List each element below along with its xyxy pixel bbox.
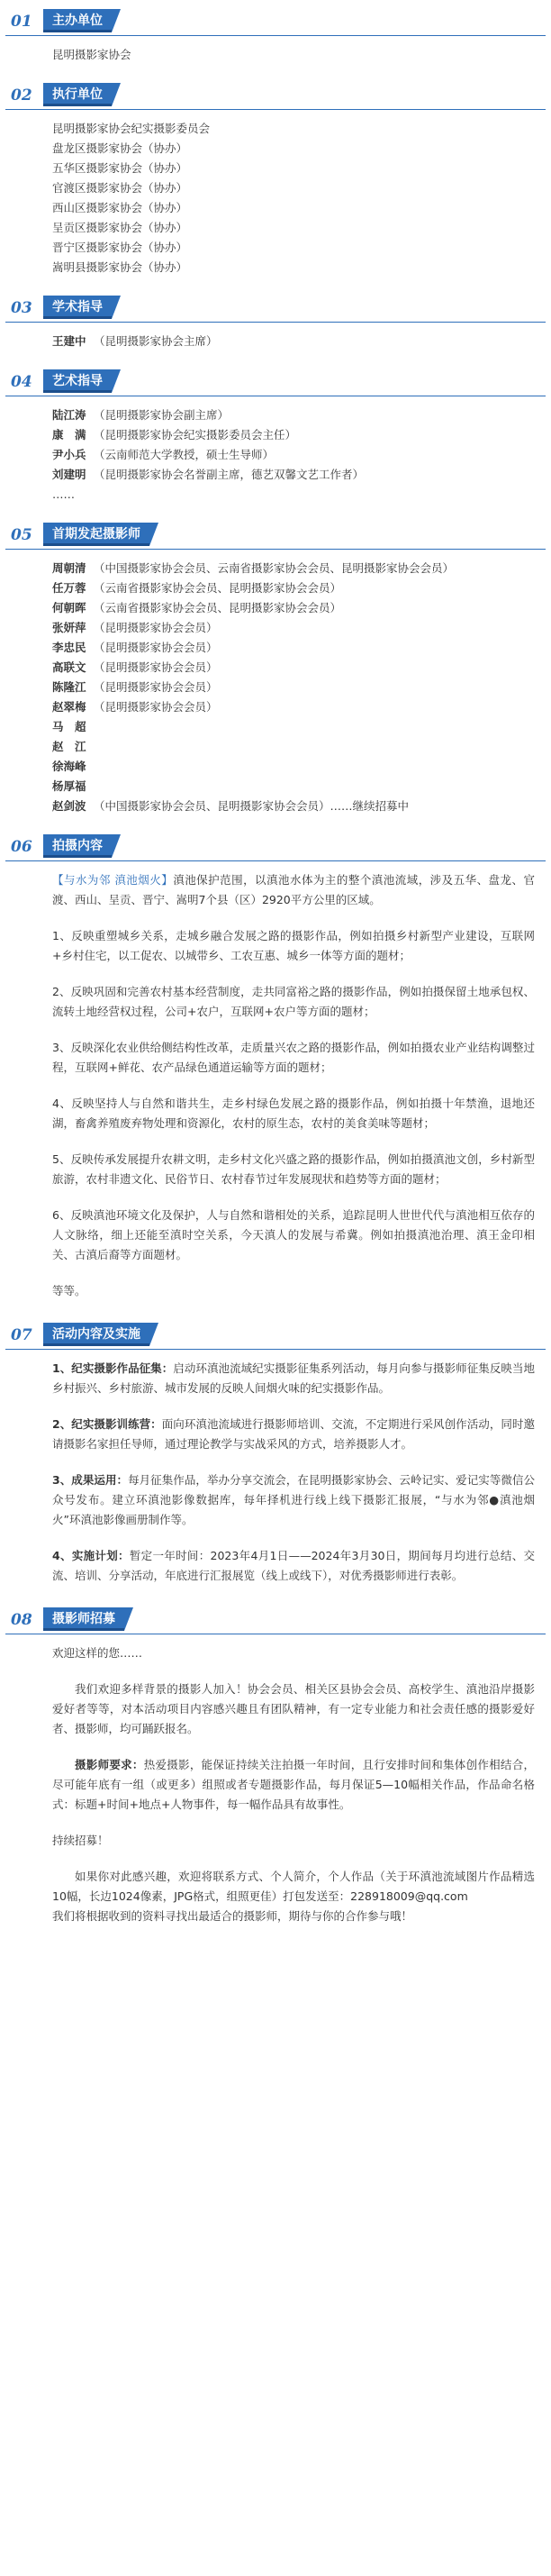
executor-item: 盘龙区摄影家协会（协办） xyxy=(52,141,188,155)
requirements-label: 摄影师要求： xyxy=(75,1758,144,1771)
shoot-paragraph: 等等。 xyxy=(52,1284,86,1297)
section-title: 学术指导 xyxy=(43,296,112,319)
executor-item: 昆明摄影家协会纪实摄影委员会 xyxy=(52,122,211,135)
activity-text: 面向环滇池流域进行摄影师培训、交流，不定期进行采风创作活动，同时邀请摄影名家担任导师，通过理论教学与实战采风的方式，培养摄影人才。 xyxy=(52,1417,535,1451)
section-number: 01 xyxy=(11,13,32,31)
section-number: 06 xyxy=(11,838,32,856)
person-entry xyxy=(52,485,535,505)
activity-label: 4、实施计划： xyxy=(52,1549,130,1562)
section-body xyxy=(5,323,546,357)
person-entry xyxy=(52,465,535,485)
section-header xyxy=(5,831,546,861)
section-number: 07 xyxy=(11,1326,32,1344)
section-divider xyxy=(5,109,546,110)
person-entry xyxy=(52,638,535,658)
section-header xyxy=(5,292,546,323)
shoot-paragraph: 1、反映重塑城乡关系，走城乡融合发展之路的摄影作品，例如拍摄乡村新型产业建设，互联网+乡村住宅，以工促农、以城带乡、工农互惠、城乡一体等方面的题材； xyxy=(52,929,535,962)
person-name: 王建中 xyxy=(52,334,86,348)
person-desc: （云南师范大学教授，硕士生导师） xyxy=(94,448,275,461)
person-desc: （中国摄影家协会会员、昆明摄影家协会会员）……继续招募中 xyxy=(94,799,410,813)
activity-text: 启动环滇池流域纪实摄影征集系列活动，每月向参与摄影师征集反映当地乡村振兴、乡村旅游、城市发展的反映人间烟火味的纪实摄影作品。 xyxy=(52,1361,535,1395)
person-name: 何朝晖 xyxy=(52,601,86,614)
person-desc: （昆明摄影家协会会员） xyxy=(94,700,218,714)
section-number: 03 xyxy=(11,299,32,317)
person-entry xyxy=(52,405,535,425)
person-entry xyxy=(52,578,535,598)
activity-label: 1、纪实摄影作品征集： xyxy=(52,1361,174,1375)
person-name: 高联文 xyxy=(52,660,86,674)
person-entry xyxy=(52,777,535,796)
section-header xyxy=(5,79,546,110)
section-body xyxy=(5,1350,546,1595)
person-name: 李忠民 xyxy=(52,641,86,654)
section-body xyxy=(5,1634,546,1935)
section-number: 02 xyxy=(11,86,32,105)
person-desc: （昆明摄影家协会会员） xyxy=(94,680,218,694)
person-entry xyxy=(52,445,535,465)
shoot-paragraph: 4、反映坚持人与自然和谐共生，走乡村绿色发展之路的摄影作品，例如拍摄十年禁渔，退地还湖，畜禽养殖废弃物处理和资源化，农村的原生态，农村的美食美味等题材； xyxy=(52,1097,535,1130)
section-number: 08 xyxy=(11,1611,32,1629)
section-body xyxy=(5,396,546,510)
activity-item xyxy=(52,1546,535,1586)
person-desc: （昆明摄影家协会会员） xyxy=(94,621,218,634)
section-host xyxy=(5,5,546,70)
person-name: 尹小兵 xyxy=(52,448,86,461)
section-number: 05 xyxy=(11,526,32,544)
person-entry xyxy=(52,332,535,351)
recruit-greeting: 欢迎这样的您…… xyxy=(52,1646,143,1660)
person-name: 赵翠梅 xyxy=(52,700,86,714)
person-name: 康 满 xyxy=(52,428,86,441)
person-entry xyxy=(52,737,535,757)
person-desc: （昆明摄影家协会纪实摄影委员会主任） xyxy=(94,428,297,441)
executor-item: 晋宁区摄影家协会（协办） xyxy=(52,241,188,254)
section-title: 艺术指导 xyxy=(43,369,112,393)
section-header xyxy=(5,5,546,36)
shoot-intro xyxy=(52,870,535,910)
shoot-intro-text: 滇池保护范围，以滇池水体为主的整个滇池流域，涉及五华、盘龙、官渡、西山、呈贡、晋宁、嵩明7个县（区）2920平方公里的区域。 xyxy=(52,873,535,906)
section-body xyxy=(5,36,546,70)
section-divider xyxy=(5,549,546,550)
person-name: 刘建明 xyxy=(52,468,86,481)
section-activities xyxy=(5,1319,546,1595)
section-title: 摄影师招募 xyxy=(43,1607,124,1631)
host-item: 昆明摄影家协会 xyxy=(52,48,131,61)
person-name: 赵 江 xyxy=(52,740,86,753)
recruit-paragraph: 我们欢迎多样背景的摄影人加入！协会会员、相关区县协会会员、高校学生、滇池沿岸摄影爱好者等等，对本活动项目内容感兴趣且有团队精神，有一定专业能力和社会责任感的摄影爱好者、摄影师，均可踊跃报名。 xyxy=(52,1682,535,1735)
section-title: 首期发起摄影师 xyxy=(43,523,149,546)
person-name: 周朝清 xyxy=(52,561,86,575)
executor-item: 官渡区摄影家协会（协办） xyxy=(52,181,188,195)
person-desc: （中国摄影家协会会员、云南省摄影家协会会员、昆明摄影家协会会员） xyxy=(94,561,455,575)
ellipsis: …… xyxy=(52,487,75,501)
section-art xyxy=(5,366,546,510)
section-executors xyxy=(5,79,546,283)
person-entry xyxy=(52,678,535,697)
person-desc: （云南省摄影家协会会员、昆明摄影家协会会员） xyxy=(94,581,342,595)
person-desc: （昆明摄影家协会会员） xyxy=(94,660,218,674)
section-title: 主办单位 xyxy=(43,9,112,32)
person-entry xyxy=(52,658,535,678)
section-recruit xyxy=(5,1604,546,1935)
recruit-requirements xyxy=(52,1755,535,1815)
section-body xyxy=(5,861,546,1310)
section-header xyxy=(5,366,546,396)
person-desc: （云南省摄影家协会会员、昆明摄影家协会会员） xyxy=(94,601,342,614)
section-divider xyxy=(5,35,546,36)
person-desc: （昆明摄影家协会会员） xyxy=(94,641,218,654)
shoot-paragraph: 5、反映传承发展提升农耕文明，走乡村文化兴盛之路的摄影作品，例如拍摄滇池文创，乡村新型旅游，农村非遗文化、民俗节日、农村春节过年发展现状和趋势等方面的题材； xyxy=(52,1152,535,1186)
person-entry xyxy=(52,796,535,816)
person-name: 杨厚福 xyxy=(52,779,86,793)
section-divider xyxy=(5,322,546,323)
section-photographers xyxy=(5,519,546,822)
person-entry xyxy=(52,697,535,717)
recruit-contact: 如果你对此感兴趣，欢迎将联系方式、个人简介，个人作品（关于环滇池流域图片作品精选10幅，长边1024像素，JPG格式，组照更佳）打包发送至：228918009@qq.com xyxy=(52,1870,535,1903)
activity-item xyxy=(52,1359,535,1398)
person-entry xyxy=(52,757,535,777)
section-number: 04 xyxy=(11,373,32,391)
executor-item: 西山区摄影家协会（协办） xyxy=(52,201,188,214)
person-entry xyxy=(52,425,535,445)
section-header xyxy=(5,1604,546,1634)
shoot-paragraph: 3、反映深化农业供给侧结构性改革，走质量兴农之路的摄影作品，例如拍摄农业产业结构调整过程，互联网+鲜花、农产品绿色通道运输等方面的题材； xyxy=(52,1041,535,1074)
activity-label: 3、成果运用： xyxy=(52,1473,129,1487)
activity-text: 暂定一年时间：2023年4月1日——2024年3月30日，期间每月均进行总结、交流、培训、分享活动，年底进行汇报展览（线上或线下），对优秀摄影师进行表彰。 xyxy=(52,1549,535,1582)
executor-item: 嵩明县摄影家协会（协办） xyxy=(52,260,188,274)
section-academic xyxy=(5,292,546,357)
shoot-intro-title: 【与水为邻 滇池烟火】 xyxy=(52,873,174,887)
requirements-text: 热爱摄影，能保证持续关注拍摄一年时间，且行安排时间和集体创作相结合，尽可能年底有一组（或更多）组照或者专题摄影作品，每月保证5—10幅相关作品，作品命名格式：标题+时间+地点+人物事件，每一幅作品具有故事性。 xyxy=(52,1758,535,1811)
recruit-ongoing: 持续招募！ xyxy=(52,1834,109,1847)
section-title: 执行单位 xyxy=(43,83,112,106)
person-entry xyxy=(52,717,535,737)
section-divider xyxy=(5,860,546,861)
shoot-paragraph: 6、反映滇池环境文化及保护，人与自然和谐相处的关系，追踪昆明人世世代代与滇池相互依存的人文脉络，细上还能至滇时空关系，今天滇人的发展与希冀。例如拍摄滇池治理、滇王金印相关、古滇后裔等方面题材。 xyxy=(52,1208,535,1261)
section-header xyxy=(5,519,546,550)
section-header xyxy=(5,1319,546,1350)
person-name: 徐海峰 xyxy=(52,760,86,773)
shoot-paragraph: 2、反映巩固和完善农村基本经营制度，走共同富裕之路的摄影作品，例如拍摄保留土地承包权、流转土地经营权过程，公司+农户，互联网+农户等方面的题材； xyxy=(52,985,535,1018)
person-name: 赵剑波 xyxy=(52,799,86,813)
person-entry xyxy=(52,559,535,578)
person-name: 张妍萍 xyxy=(52,621,86,634)
person-entry xyxy=(52,618,535,638)
person-name: 马 超 xyxy=(52,720,86,733)
person-name: 陆江涛 xyxy=(52,408,86,422)
section-body xyxy=(5,110,546,283)
activity-label: 2、纪实摄影训练营： xyxy=(52,1417,162,1431)
person-desc: （昆明摄影家协会副主席） xyxy=(94,408,230,422)
section-body xyxy=(5,550,546,822)
activity-item xyxy=(52,1470,535,1530)
section-shoot-content xyxy=(5,831,546,1310)
executor-item: 五华区摄影家协会（协办） xyxy=(52,161,188,175)
person-name: 任万蓉 xyxy=(52,581,86,595)
section-divider xyxy=(5,1349,546,1350)
person-entry xyxy=(52,598,535,618)
recruit-closing: 我们将根据收到的资料寻找出最适合的摄影师，期待与你的合作参与哦！ xyxy=(52,1909,413,1923)
person-name: 陈隆江 xyxy=(52,680,86,694)
activity-item xyxy=(52,1415,535,1454)
person-desc: （昆明摄影家协会主席） xyxy=(94,334,218,348)
section-title: 拍摄内容 xyxy=(43,834,112,858)
section-title: 活动内容及实施 xyxy=(43,1323,149,1346)
person-desc: （昆明摄影家协会名誉副主席，德艺双馨文艺工作者） xyxy=(94,468,365,481)
activity-text: 每月征集作品，举办分享交流会，在昆明摄影家协会、云岭记实、爱记实等微信公众号发布。建立环滇池影像数据库，每年择机进行线上线下摄影汇报展，“与水为邻●滇池烟火”环滇池影像画册制作等。 xyxy=(52,1473,535,1526)
executor-item: 呈贡区摄影家协会（协办） xyxy=(52,221,188,234)
